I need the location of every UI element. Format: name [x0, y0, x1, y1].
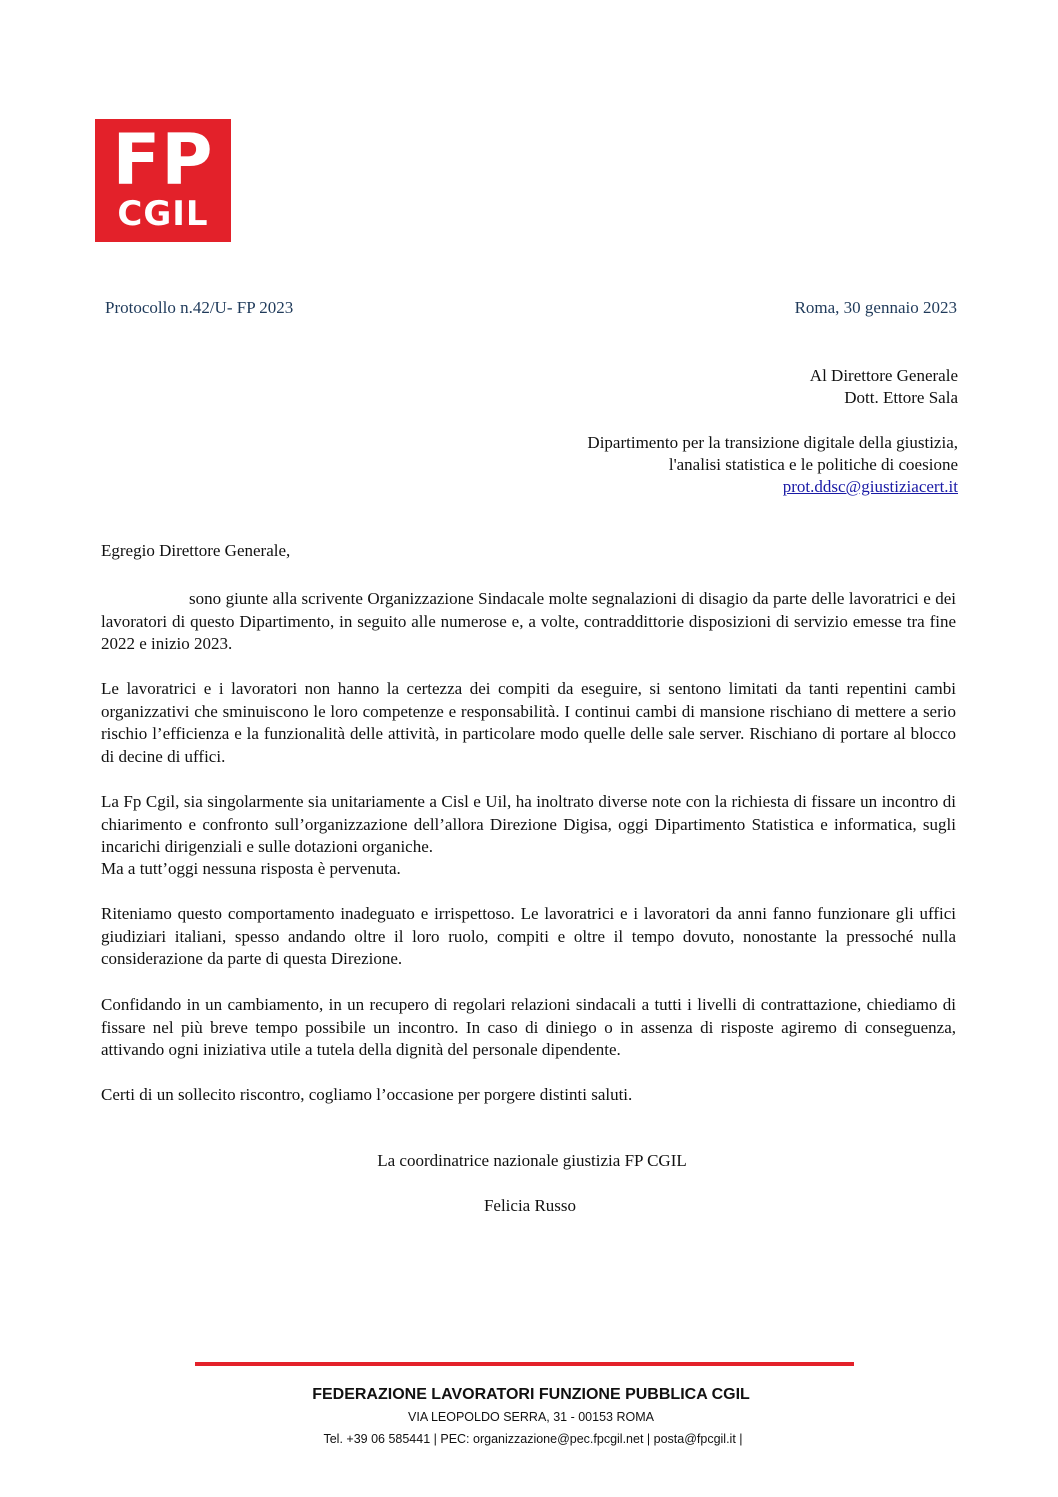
- recipient-email-link[interactable]: prot.ddsc@giustiziacert.it: [782, 477, 958, 496]
- recipient-block-director: [810, 365, 958, 409]
- signature-role: La coordinatrice nazionale giustizia FP CGIL: [377, 1151, 687, 1170]
- logo-text-fp: FP: [112, 119, 214, 201]
- recipient-name: Dott. Ettore Sala: [844, 388, 958, 407]
- body-paragraph: Riteniamo questo comportamento inadeguato e irrispettoso. Le lavoratrici e i lavoratori da anni fanno funzionare gli uffici giudiziari italiani, spesso andando oltre il loro ruolo, compiti e oltre il tempo dovuto, nonostante la pressoché nulla considerazione da parte di questa Direzione.: [101, 904, 956, 968]
- salutation: Egregio Direttore Generale,: [101, 541, 291, 560]
- department-name-line2: l'analisi statistica e le politiche di coesione: [668, 455, 958, 474]
- recipient-title: Al Direttore Generale: [809, 366, 958, 385]
- protocol-number: Protocollo n.42/U- FP 2023: [105, 298, 294, 317]
- footer-contacts: Tel. +39 06 585441 | PEC: organizzazione@pec.fpcgil.net | posta@fpcgil.it |: [323, 1432, 743, 1446]
- footer-divider: [195, 1362, 854, 1366]
- body-paragraph: Le lavoratrici e i lavoratori non hanno la certezza dei compiti da eseguire, si sentono limitati da tanti repentini cambi organizzativi che sminuiscono le loro competenze e responsabilità. I continui cambi di mansione rischiano di mettere a serio rischio l’efficienza e la funzionalità delle attività, in particolare modo quelle delle sale server. Rischiano di portare al blocco di decine di uffici.: [101, 679, 956, 766]
- body-paragraph: Confidando in un cambiamento, in un recupero di regolari relazioni sindacali a tutti i livelli di contrattazione, chiediamo di fissare nel più breve tempo possibile un incontro. In caso di diniego o in assenza di risposte agiremo di conseguenza, attivando ogni iniziativa utile a tutela della dignità del personale dipendente.: [101, 995, 956, 1059]
- department-name-line1: Dipartimento per la transizione digitale della giustizia,: [587, 433, 958, 452]
- letter-date: Roma, 30 gennaio 2023: [794, 298, 957, 317]
- logo-text-cgil: CGIL: [117, 194, 209, 234]
- body-paragraph: sono giunte alla scrivente Organizzazione Sindacale molte segnalazioni di disagio da parte delle lavoratrici e dei lavoratori di questo Dipartimento, in seguito alle numerose e, a volte, contraddittorie disposizioni di servizio emesse tra fine 2022 e inizio 2023.: [101, 589, 956, 653]
- body-paragraph: Ma a tutt’oggi nessuna risposta è pervenuta.: [101, 859, 401, 878]
- fp-cgil-logo: [95, 119, 231, 242]
- footer-organization: FEDERAZIONE LAVORATORI FUNZIONE PUBBLICA CGIL: [312, 1386, 750, 1403]
- signature-name: Felicia Russo: [483, 1196, 577, 1215]
- body-paragraph: La Fp Cgil, sia singolarmente sia unitariamente a Cisl e Uil, ha inoltrato diverse note con la richiesta di fissare un incontro di chiarimento e confronto sull’organizzazione dell’allora Direzione Digisa, oggi Dipartimento Statistica e informatica, sugli incarichi dirigenziali e sulle dotazioni organiche.: [101, 792, 956, 856]
- closing-paragraph: Certi di un sollecito riscontro, cogliamo l’occasione per porgere distinti saluti.: [101, 1085, 633, 1104]
- recipient-block-department: [587, 432, 958, 498]
- footer-address: VIA LEOPOLDO SERRA, 31 - 00153 ROMA: [408, 1410, 654, 1424]
